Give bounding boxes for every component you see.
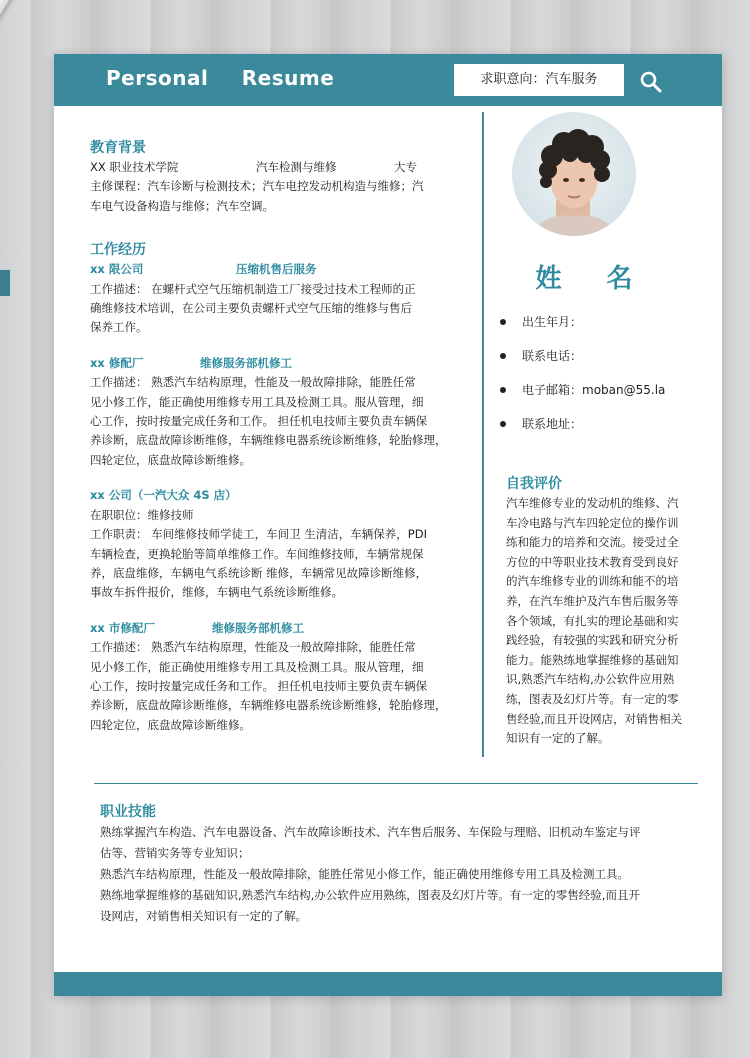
job-line: 车辆检查，更换轮胎等简单维修工作。车间维修技师，车辆常规保 — [90, 546, 424, 561]
job-line: 养诊断，底盘故障诊断维修，车辆维修电器系统诊断维修，轮胎修理， — [90, 698, 447, 713]
self-eval-line: 汽车维修专业的发动机的维修、汽 — [506, 496, 679, 510]
portrait-image — [512, 112, 636, 236]
job-line: 养诊断，底盘故障诊断维修，车辆维修电器系统诊断维修，轮胎修理， — [90, 433, 447, 448]
degree: 大专 — [394, 160, 417, 174]
brand-title: Personal Resume — [106, 66, 335, 90]
self-eval-line: 车冷电路与汽车四轮定位的操作训 — [506, 515, 679, 530]
footer-bar — [54, 972, 722, 996]
skills-section — [100, 802, 686, 927]
work-title: 工作经历 — [90, 242, 146, 259]
search-icon[interactable] — [639, 70, 663, 94]
job-line: 工作描述： 熟悉汽车结构原理，性能及一般故障排除，能胜任常 — [90, 640, 416, 655]
skills-line: 熟悉汽车结构原理，性能及一般故障排除，能胜任常见小修工作，能正确使用维修专用工具及检测工具。 — [100, 867, 629, 881]
education-title: 教育背景 — [90, 140, 146, 156]
self-eval-line: 的汽车维修专业的训练和能不的培 — [506, 574, 679, 589]
job-header — [90, 354, 460, 373]
job-line: 确维修技术培训，在公司主要负责螺杆式空气压缩的维修与售后 — [90, 301, 412, 316]
job-line: 四轮定位，底盘故障诊断维修。 — [90, 717, 251, 732]
job-line: 见小修工作，能正确使用维修专用工具及检测工具。服从管理，细 — [90, 394, 424, 409]
skills-line: 估等、营销实务等专业知识； — [100, 846, 250, 860]
self-evaluation — [506, 474, 698, 749]
contact-list — [500, 312, 700, 448]
job-line: 工作描述： 熟悉汽车结构原理，性能及一般故障排除，能胜任常 — [90, 375, 416, 390]
self-eval-line: 践经验，有较强的实践和研究分析 — [506, 633, 679, 648]
self-eval-line: 知识有一定的了解。 — [506, 731, 610, 746]
job-entry — [90, 260, 460, 338]
job-header — [90, 486, 460, 505]
job-line: 养，底盘维修，车辆电气系统诊断 维修，车辆常见故障诊断维修， — [90, 565, 428, 580]
job-entry — [90, 486, 460, 602]
courses-line: 车电气设备构造与维修；汽车空调。 — [90, 198, 274, 213]
profile-photo — [512, 112, 636, 236]
job-line: 心工作，按时按量完成任务和工作。 担任机电技师主要负责车辆保 — [90, 678, 428, 693]
job-position: 维修服务部机修工 — [200, 355, 292, 370]
email[interactable]: 电子邮箱：moban@55.la — [500, 380, 700, 414]
job-line: 保养工作。 — [90, 320, 148, 335]
job-line: 四轮定位，底盘故障诊断维修。 — [90, 452, 251, 467]
self-eval-line: 养，在汽车维护及汽车售后服务等 — [506, 593, 679, 608]
job-line: 事故车拆件报价，维修，车辆电气系统诊断维修。 — [90, 585, 343, 600]
company-name: xx 修配厂 — [90, 355, 144, 370]
job-position: 维修服务部机修工 — [212, 620, 304, 635]
job-line: 工作职责： 车间维修技师学徒工，车间卫 生清洁，车辆保养，PDI — [90, 527, 427, 542]
job-header — [90, 260, 460, 279]
job-line: 在职职位：维修技师 — [90, 507, 194, 522]
header-bar — [54, 54, 722, 106]
company-name: xx 公司（一汽大众 4S 店） — [90, 488, 237, 503]
self-eval-line: 练，图表及幻灯片等。有一定的零 — [506, 691, 679, 706]
company-name: xx 市修配厂 — [90, 620, 155, 635]
job-position: 压缩机售后服务 — [236, 262, 317, 277]
school-name: XX 职业技术学院 — [90, 160, 179, 174]
skills-title: 职业技能 — [100, 804, 156, 820]
self-eval-line: 识,熟悉汽车结构,办公软件应用熟 — [506, 672, 675, 687]
major-name: 汽车检测与维修 — [256, 160, 337, 174]
phone: 联系电话： — [500, 346, 700, 380]
job-intent-field[interactable]: 求职意向：汽车服务 — [454, 64, 624, 96]
self-eval-line: 各个领域，有扎实的理论基础和实 — [506, 613, 679, 628]
company-name: xx 限公司 — [90, 262, 144, 277]
job-line: 心工作，按时按量完成任务和工作。 担任机电技师主要负责车辆保 — [90, 414, 428, 429]
self-eval-line: 能力。能熟练地掌握维修的基础知 — [506, 652, 679, 667]
address: 联系地址： — [500, 414, 700, 448]
education-row — [90, 158, 460, 177]
edge-tab-decoration — [0, 270, 10, 296]
self-eval-line: 方位的中等职业技术教育受到良好 — [506, 554, 679, 569]
skills-line: 熟练地掌握维修的基础知识,熟悉汽车结构,办公软件应用熟练，图表及幻灯片等。有一定的零售经验,而且开 — [100, 888, 640, 902]
resume-page — [54, 54, 722, 996]
job-header — [90, 619, 460, 638]
column-divider — [482, 112, 484, 757]
left-column — [90, 138, 460, 735]
job-entry — [90, 354, 460, 470]
self-evaluation-title: 自我评价 — [506, 476, 562, 492]
birth-date: 出生年月： — [500, 312, 700, 346]
section-divider — [94, 783, 698, 784]
self-eval-line: 练和能力的培养和交流。接受过全 — [506, 535, 679, 550]
job-entry — [90, 619, 460, 735]
skills-line: 熟练掌握汽车构造、汽车电器设备、汽车故障诊断技术、汽车售后服务、车保险与理赔、旧机动车鉴定与评 — [100, 825, 641, 839]
courses-line: 主修课程：汽车诊断与检测技术；汽车电控发动机构造与维修；汽 — [90, 179, 424, 194]
job-line: 工作描述： 在螺杆式空气压缩机制造工厂接受过技术工程师的正 — [90, 281, 416, 296]
self-eval-line: 售经验,而且开设网店，对销售相关 — [506, 711, 683, 726]
job-line: 见小修工作，能正确使用维修专用工具及检测工具。服从管理，细 — [90, 659, 424, 674]
skills-line: 设网店，对销售相关知识有一定的了解。 — [100, 909, 307, 923]
person-name: 姓 名 — [535, 264, 651, 294]
